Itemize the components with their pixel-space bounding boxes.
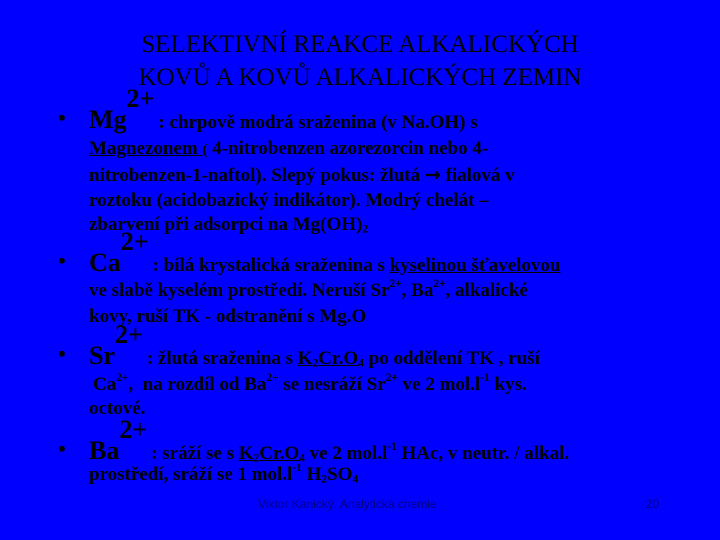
footer-page-number: 20 xyxy=(646,497,660,511)
item-lead: : bílá krystalická sraženina s kyselinou šťavelovou xyxy=(152,254,561,276)
item-ca-line-2: kovy, ruší TK - odstranění s Mg.O xyxy=(89,306,367,327)
item-ca-heading xyxy=(89,227,720,278)
item-ba-heading xyxy=(89,415,720,466)
element-symbol: Ca xyxy=(89,247,121,277)
item-mg-line-4: zbarvení při adsorpci na $Mg(OH)_2$ xyxy=(89,214,369,236)
item-mg-line-1: Magnezonem ( 4-nitrobenzen azorezorcin nebo 4- xyxy=(89,138,489,159)
item-sr-line-2: octové. xyxy=(89,398,146,419)
element-charge: 2+ xyxy=(119,415,148,444)
element-charge: 2+ xyxy=(120,227,149,256)
slide-title xyxy=(0,28,720,94)
item-lead: : chrpově modrá sraženina (v Na.OH) s xyxy=(158,111,478,133)
bullet: • xyxy=(58,105,66,130)
item-lead: : sráží se s $K_2Cr.O_4$ ve 2 $mol.l^{-1}$ HAc, v neutr. / alkal. xyxy=(151,440,570,465)
item-mg-heading xyxy=(89,84,720,135)
element-symbol: Mg xyxy=(89,104,127,134)
item-lead: : žlutá sraženina s $K_2Cr.O_4$ po oddělení TK , ruší xyxy=(146,347,540,370)
item-mg-line-2: nitrobenzen-1-naftol). Slepý pokus: žlutá → fialová v xyxy=(89,164,515,186)
item-ba-line-1: prostředí, sráží se 1 $mol.l^{-1}$ $H_2SO_4$ xyxy=(89,461,359,486)
title-line-2: KOVŮ A KOVŮ ALKALICKÝCH ZEMIN xyxy=(138,64,582,91)
element-symbol: Sr xyxy=(89,340,115,370)
item-mg-line-3: roztoku (acidobazický indikátor). Modrý chelát – xyxy=(89,190,489,211)
item-sr-heading xyxy=(89,320,720,371)
bullet: • xyxy=(58,436,66,461)
bullet: • xyxy=(58,341,66,366)
title-line-1: SELEKTIVNÍ REAKCE ALKALICKÝCH xyxy=(141,31,579,58)
element-charge: 2+ xyxy=(115,320,143,349)
element-symbol: Ba xyxy=(89,435,120,465)
footer-author: Viktor Kanický, Analytická chemie xyxy=(258,497,437,511)
item-sr-line-1: $Ca^{2+}$, na rozdíl od $Ba^{2+}$ se nesráží $Sr^{2+}$ ve 2 $mol.l^{-1}$ kys. xyxy=(93,371,527,395)
item-ca-line-1: ve slabě kyselém prostředí. Neruší $Sr^{2+}$, $Ba^{2+}$, alkalické xyxy=(89,277,528,301)
element-charge: 2+ xyxy=(126,84,155,113)
bullet: • xyxy=(58,248,66,273)
